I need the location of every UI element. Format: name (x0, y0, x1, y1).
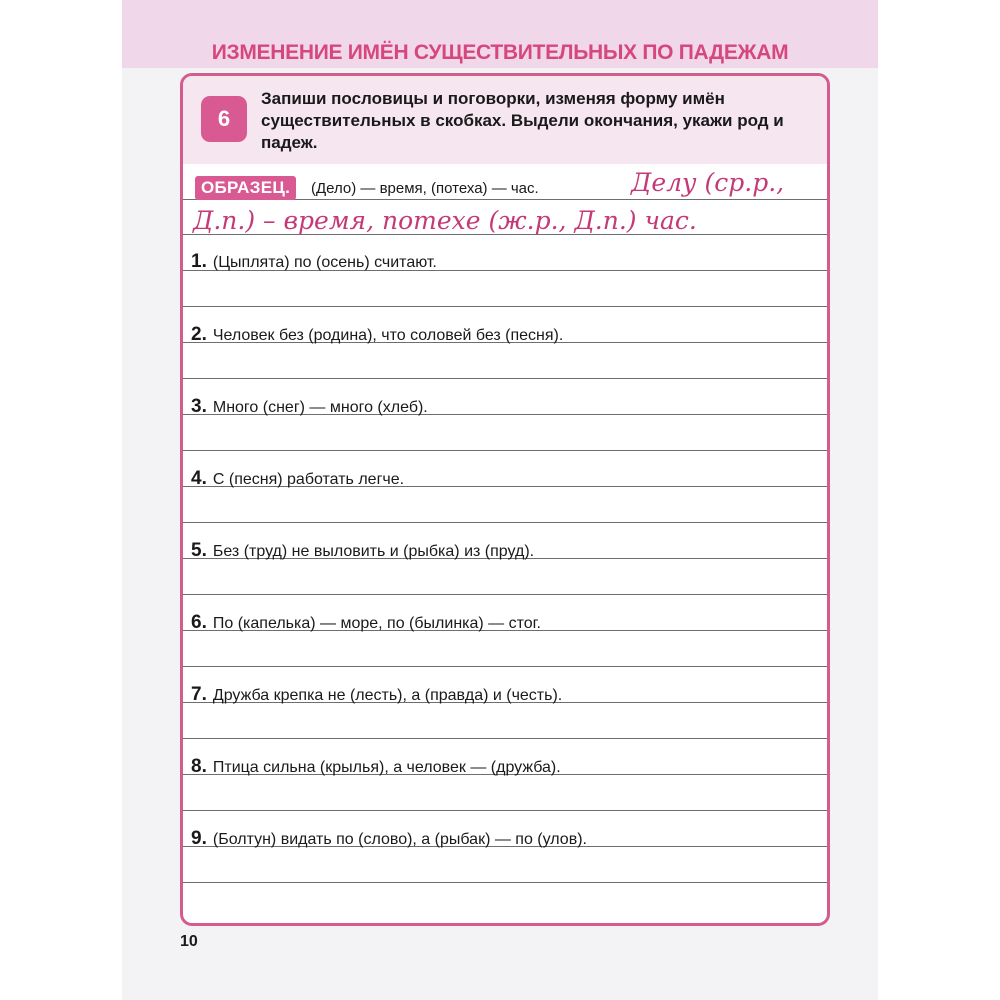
ruled-line (183, 306, 827, 307)
page-number: 10 (180, 933, 198, 950)
ruled-line (183, 378, 827, 379)
handwritten-answer-line-2: Д.п.) – время, потехе (ж.р., Д.п.) час. (193, 206, 697, 235)
task-header (183, 76, 827, 164)
section-title: ИЗМЕНЕНИЕ ИМЁН СУЩЕСТВИТЕЛЬНЫХ ПО ПАДЕЖАМ (211, 41, 789, 64)
ruled-line (183, 810, 827, 811)
list-item: 2. Человек без (родина), что соловей без (песня). (191, 324, 564, 345)
task-instruction: Запиши пословицы и поговорки, изменяя форму имён существительных в скобках. Выдели окончания, укажи род и падеж. (261, 89, 784, 152)
list-item: 3. Много (снег) — много (хлеб). (191, 396, 428, 417)
list-item: 1. (Цыплята) по (осень) считают. (191, 251, 437, 272)
task-number-badge: 6 (201, 96, 247, 142)
ruled-line (183, 522, 827, 523)
ruled-line (183, 738, 827, 739)
list-item: 7. Дружба крепка не (лесть), а (правда) и (честь). (191, 684, 563, 705)
list-item: 8. Птица сильна (крылья), а человек — (дружба). (191, 756, 561, 777)
example-label: ОБРАЗЕЦ. (195, 176, 296, 200)
exercise-card (180, 73, 830, 926)
list-item: 6. По (капелька) — море, по (былинка) — стог. (191, 612, 541, 633)
ruled-line (183, 594, 827, 595)
handwritten-answer-line-1: Делу (ср.р., (631, 168, 785, 197)
example-text: (Дело) — время, (потеха) — час. (311, 180, 539, 197)
list-item: 9. (Болтун) видать по (слово), а (рыбак) — по (улов). (191, 828, 587, 849)
list-item: 4. С (песня) работать легче. (191, 468, 405, 489)
list-item: 5. Без (труд) не выловить и (рыбка) из (пруд). (191, 540, 535, 561)
ruled-line (183, 666, 827, 667)
ruled-line (183, 882, 827, 883)
ruled-line (183, 450, 827, 451)
